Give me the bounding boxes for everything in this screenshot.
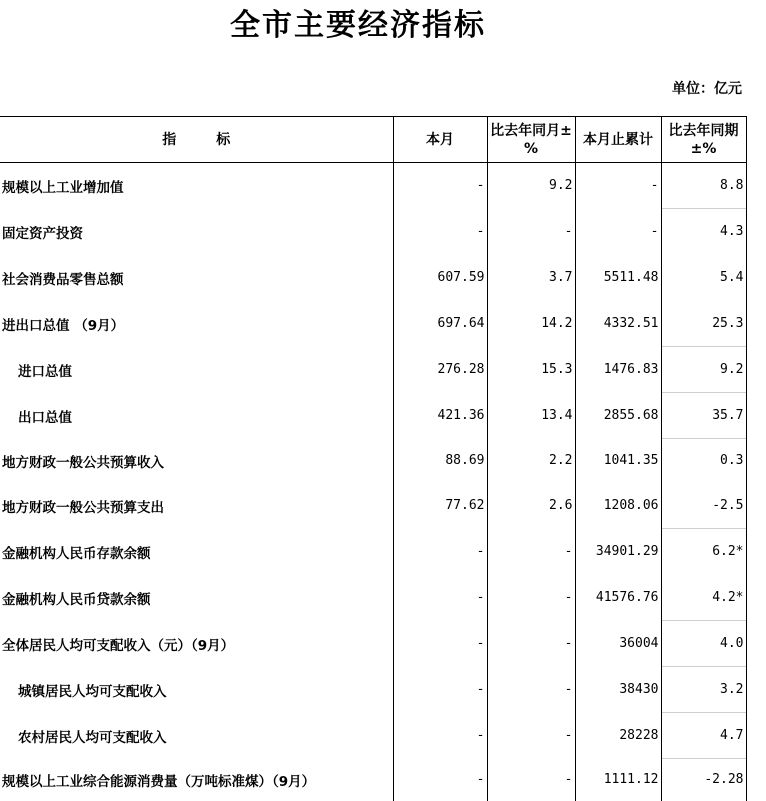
row-name: 出口总值: [18, 409, 72, 426]
row-month: 88.69: [393, 439, 487, 483]
row-cumulative: 28228: [575, 713, 661, 759]
row-cumulative: 2855.68: [575, 393, 661, 439]
row-name: 地方财政一般公共预算支出: [2, 499, 164, 516]
row-month-yoy: 9.2: [487, 163, 575, 209]
row-month-yoy: -: [487, 209, 575, 255]
row-month-yoy: -: [487, 529, 575, 575]
table-row: [0, 393, 746, 439]
row-name: 全体居民人均可支配收入（元）（9月）: [2, 637, 235, 654]
row-month: -: [393, 209, 487, 255]
row-cumulative: 38430: [575, 667, 661, 713]
row-cumulative-yoy: 25.3: [661, 301, 746, 347]
header-month-yoy: 比去年同月±%: [487, 117, 575, 163]
row-month: -: [393, 621, 487, 667]
row-name: 地方财政一般公共预算收入: [2, 454, 164, 471]
row-month-yoy: 14.2: [487, 301, 575, 347]
row-name: 进出口总值 （9月）: [2, 317, 125, 334]
row-cumulative-yoy: 4.3: [661, 209, 746, 255]
row-name: 社会消费品零售总额: [2, 271, 124, 288]
row-month: 421.36: [393, 393, 487, 439]
indicator-table: [0, 116, 747, 801]
row-month: -: [393, 163, 487, 209]
row-cumulative: 1111.12: [575, 759, 661, 801]
row-month: -: [393, 529, 487, 575]
table-row: [0, 255, 746, 301]
row-month-yoy: 15.3: [487, 347, 575, 393]
row-cumulative-yoy: 9.2: [661, 347, 746, 393]
row-month: 697.64: [393, 301, 487, 347]
row-cumulative-yoy: 0.3: [661, 439, 746, 483]
table-row: [0, 529, 746, 575]
table-row: [0, 209, 746, 255]
header-cumulative-yoy: 比去年同期±%: [661, 117, 746, 163]
row-cumulative-yoy: 4.2*: [661, 575, 746, 621]
row-cumulative-yoy: 4.0: [661, 621, 746, 667]
row-month: 276.28: [393, 347, 487, 393]
table-row: [0, 575, 746, 621]
row-name: 金融机构人民币存款余额: [2, 545, 151, 562]
page-title: 全市主要经济指标: [230, 8, 486, 43]
row-month: 607.59: [393, 255, 487, 301]
row-name: 金融机构人民币贷款余额: [2, 591, 151, 608]
row-month: 77.62: [393, 483, 487, 529]
table-header-row: [0, 117, 746, 163]
row-cumulative: 4332.51: [575, 301, 661, 347]
row-cumulative-yoy: 3.2: [661, 667, 746, 713]
row-cumulative-yoy: 6.2*: [661, 529, 746, 575]
row-name: 固定资产投资: [2, 225, 83, 242]
row-cumulative-yoy: 4.7: [661, 713, 746, 759]
header-indicator: 指标: [0, 117, 393, 163]
row-month: -: [393, 713, 487, 759]
table-row: [0, 667, 746, 713]
row-cumulative: 1476.83: [575, 347, 661, 393]
row-month-yoy: -: [487, 713, 575, 759]
row-name: 农村居民人均可支配收入: [18, 729, 167, 746]
table-row: [0, 713, 746, 759]
row-month: -: [393, 575, 487, 621]
row-month: -: [393, 759, 487, 801]
row-month: -: [393, 667, 487, 713]
row-cumulative: -: [575, 209, 661, 255]
row-cumulative-yoy: -2.5: [661, 483, 746, 529]
row-cumulative-yoy: 8.8: [661, 163, 746, 209]
row-cumulative: 41576.76: [575, 575, 661, 621]
unit-label: 单位：亿元: [672, 81, 742, 97]
row-month-yoy: 2.2: [487, 439, 575, 483]
row-cumulative-yoy: 5.4: [661, 255, 746, 301]
row-month-yoy: -: [487, 759, 575, 801]
row-name: 城镇居民人均可支配收入: [18, 683, 167, 700]
row-cumulative: -: [575, 163, 661, 209]
row-month-yoy: -: [487, 667, 575, 713]
table-row: [0, 483, 746, 529]
table-row: [0, 759, 746, 801]
row-month-yoy: 3.7: [487, 255, 575, 301]
row-cumulative: 1208.06: [575, 483, 661, 529]
row-cumulative: 34901.29: [575, 529, 661, 575]
row-cumulative: 5511.48: [575, 255, 661, 301]
row-name: 规模以上工业增加值: [2, 179, 124, 196]
table-row: [0, 439, 746, 483]
row-month-yoy: -: [487, 621, 575, 667]
header-cumulative: 本月止累计: [575, 117, 661, 163]
row-cumulative-yoy: -2.28: [661, 759, 746, 801]
header-month: 本月: [393, 117, 487, 163]
row-month-yoy: 2.6: [487, 483, 575, 529]
row-month-yoy: 13.4: [487, 393, 575, 439]
table-row: [0, 621, 746, 667]
table-row: [0, 301, 746, 347]
table-row: [0, 163, 746, 209]
row-cumulative-yoy: 35.7: [661, 393, 746, 439]
table-row: [0, 347, 746, 393]
row-month-yoy: -: [487, 575, 575, 621]
row-cumulative: 36004: [575, 621, 661, 667]
row-cumulative: 1041.35: [575, 439, 661, 483]
row-name: 规模以上工业综合能源消费量（万吨标准煤）（9月）: [2, 773, 316, 790]
row-name: 进口总值: [18, 363, 72, 380]
